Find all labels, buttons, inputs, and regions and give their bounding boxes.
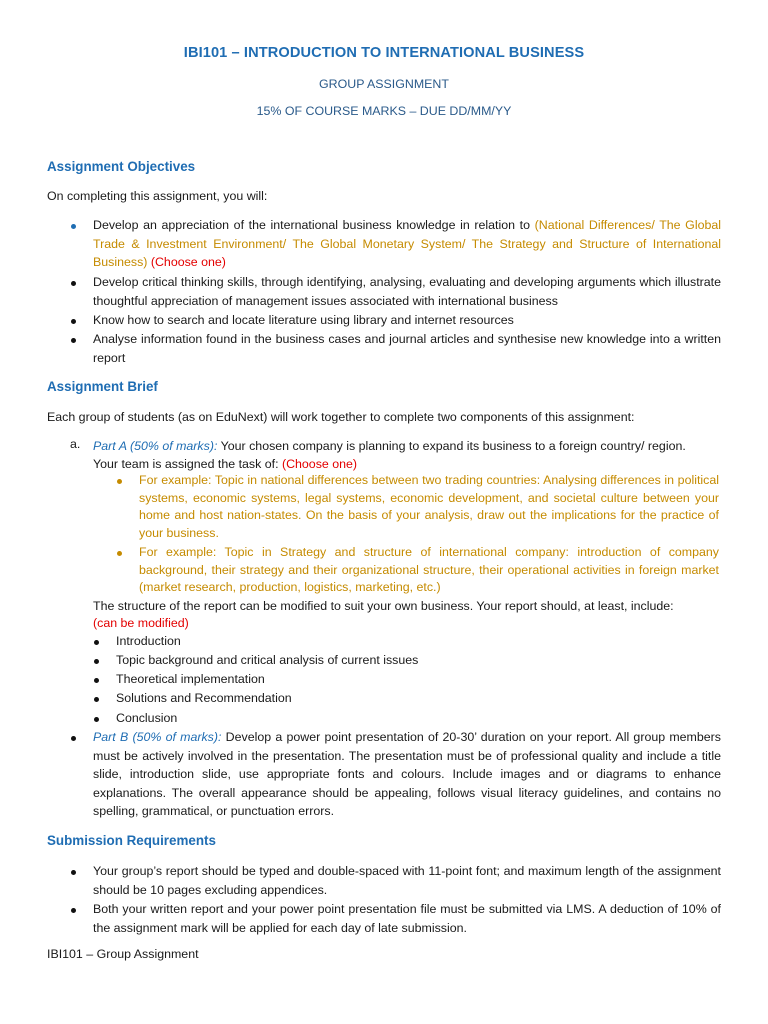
bullet-icon (94, 659, 99, 664)
structure-note: (can be modified) (93, 616, 189, 630)
part-a-letter: a. (70, 437, 81, 451)
bullet-icon (117, 479, 122, 484)
objective-text: Develop critical thinking skills, through identifying, analysing, evaluating and developing arguments which illustrate thoughtful appreciation of management issues associated with international business (93, 275, 721, 308)
bullet-icon (71, 908, 76, 913)
report-item-text: Theoretical implementation (116, 672, 265, 686)
bullet-icon (71, 736, 76, 741)
brief-heading: Assignment Brief (47, 379, 158, 394)
choose-one-note: (Choose one) (147, 255, 226, 270)
report-item-text: Topic background and critical analysis of current issues (116, 653, 419, 667)
report-item-text: Conclusion (116, 711, 178, 725)
submission-heading: Submission Requirements (47, 833, 216, 848)
bullet-icon (117, 551, 122, 556)
part-a-description: Your chosen company is planning to expand its business to a foreign country/ region. (217, 439, 686, 453)
part-b-description: Develop a power point presentation of 20-30’ duration on your report. All group members must be actively involved in the presentation. The presentation must be of professional quality and include a title slide, introduction slide, use appropriate fonts and colours. Include images and or diagrams to enhance explanations. The overall appearance should be appealing, follows visual literacy guidelines, and contains no spelling, grammatical, or punctuation errors. (93, 730, 721, 819)
page-footer: IBI101 – Group Assignment (47, 947, 199, 961)
bullet-icon (94, 678, 99, 683)
bullet-icon (71, 224, 76, 229)
brief-intro: Each group of students (as on EduNext) will work together to complete two components of this assignment: (47, 410, 635, 424)
part-b-label: Part B (50% of marks): (93, 730, 222, 744)
part-a-text (93, 437, 733, 456)
document-title: IBI101 – INTRODUCTION TO INTERNATIONAL BUSINESS (183, 45, 585, 61)
structure-text: The structure of the report can be modified to suit your own business. Your report should, at least, include: (93, 599, 674, 613)
submission-text: Both your written report and your power point presentation file must be submitted via LMS. A deduction of 10% of the assignment mark will be applied for each day of late submission. (93, 902, 721, 935)
part-a-label: Part A (50% of marks): (93, 439, 218, 453)
bullet-icon (94, 640, 99, 645)
report-item-text: Introduction (116, 634, 181, 648)
example-text: For example: Topic in Strategy and structure of international company: introduction of company background, their strategy and their organizational structure, their operational activities in foreign market (market research, production, logistics, marketing, etc.) (139, 545, 719, 595)
objective-text-main: Develop an appreciation of the international business knowledge in relation to (93, 218, 535, 232)
bullet-icon (71, 281, 76, 286)
part-a-task-text (93, 455, 721, 474)
part-a-choose-note: (Choose one) (281, 457, 358, 471)
objective-options: (National Differences/ The Global Trade & Investment Environment/ The Global Monetary System/ The Strategy and Structure of International Business) (93, 218, 721, 270)
document-subtitle-marks: 15% OF COURSE MARKS – DUE DD/MM/YY (256, 104, 512, 118)
bullet-icon (94, 697, 99, 702)
bullet-icon (94, 717, 99, 722)
objective-text: Analyse information found in the business cases and journal articles and synthesise new knowledge into a written report (93, 332, 721, 365)
part-a-task-label: Your team is assigned the task of: (93, 457, 282, 471)
submission-text: Your group’s report should be typed and double-spaced with 11-point font; and maximum length of the assignment should be 10 pages excluding appendices. (93, 864, 721, 897)
document-subtitle-group: GROUP ASSIGNMENT (319, 77, 449, 91)
bullet-icon (71, 338, 76, 343)
objectives-heading: Assignment Objectives (47, 159, 196, 174)
part-b-text (93, 728, 721, 821)
objective-text (93, 216, 721, 272)
report-item-text: Solutions and Recommendation (116, 691, 292, 705)
objective-text: Know how to search and locate literature using library and internet resources (93, 313, 514, 327)
example-text: For example: Topic in national differences between two trading countries: Analysing differences in political systems, economic systems, legal systems, economic development, and societal culture between your home and host nation-states. On the basis of your analysis, draw out the implications for the practice of your business. (139, 473, 719, 540)
bullet-icon (71, 870, 76, 875)
bullet-icon (71, 319, 76, 324)
objectives-intro: On completing this assignment, you will: (47, 189, 268, 203)
